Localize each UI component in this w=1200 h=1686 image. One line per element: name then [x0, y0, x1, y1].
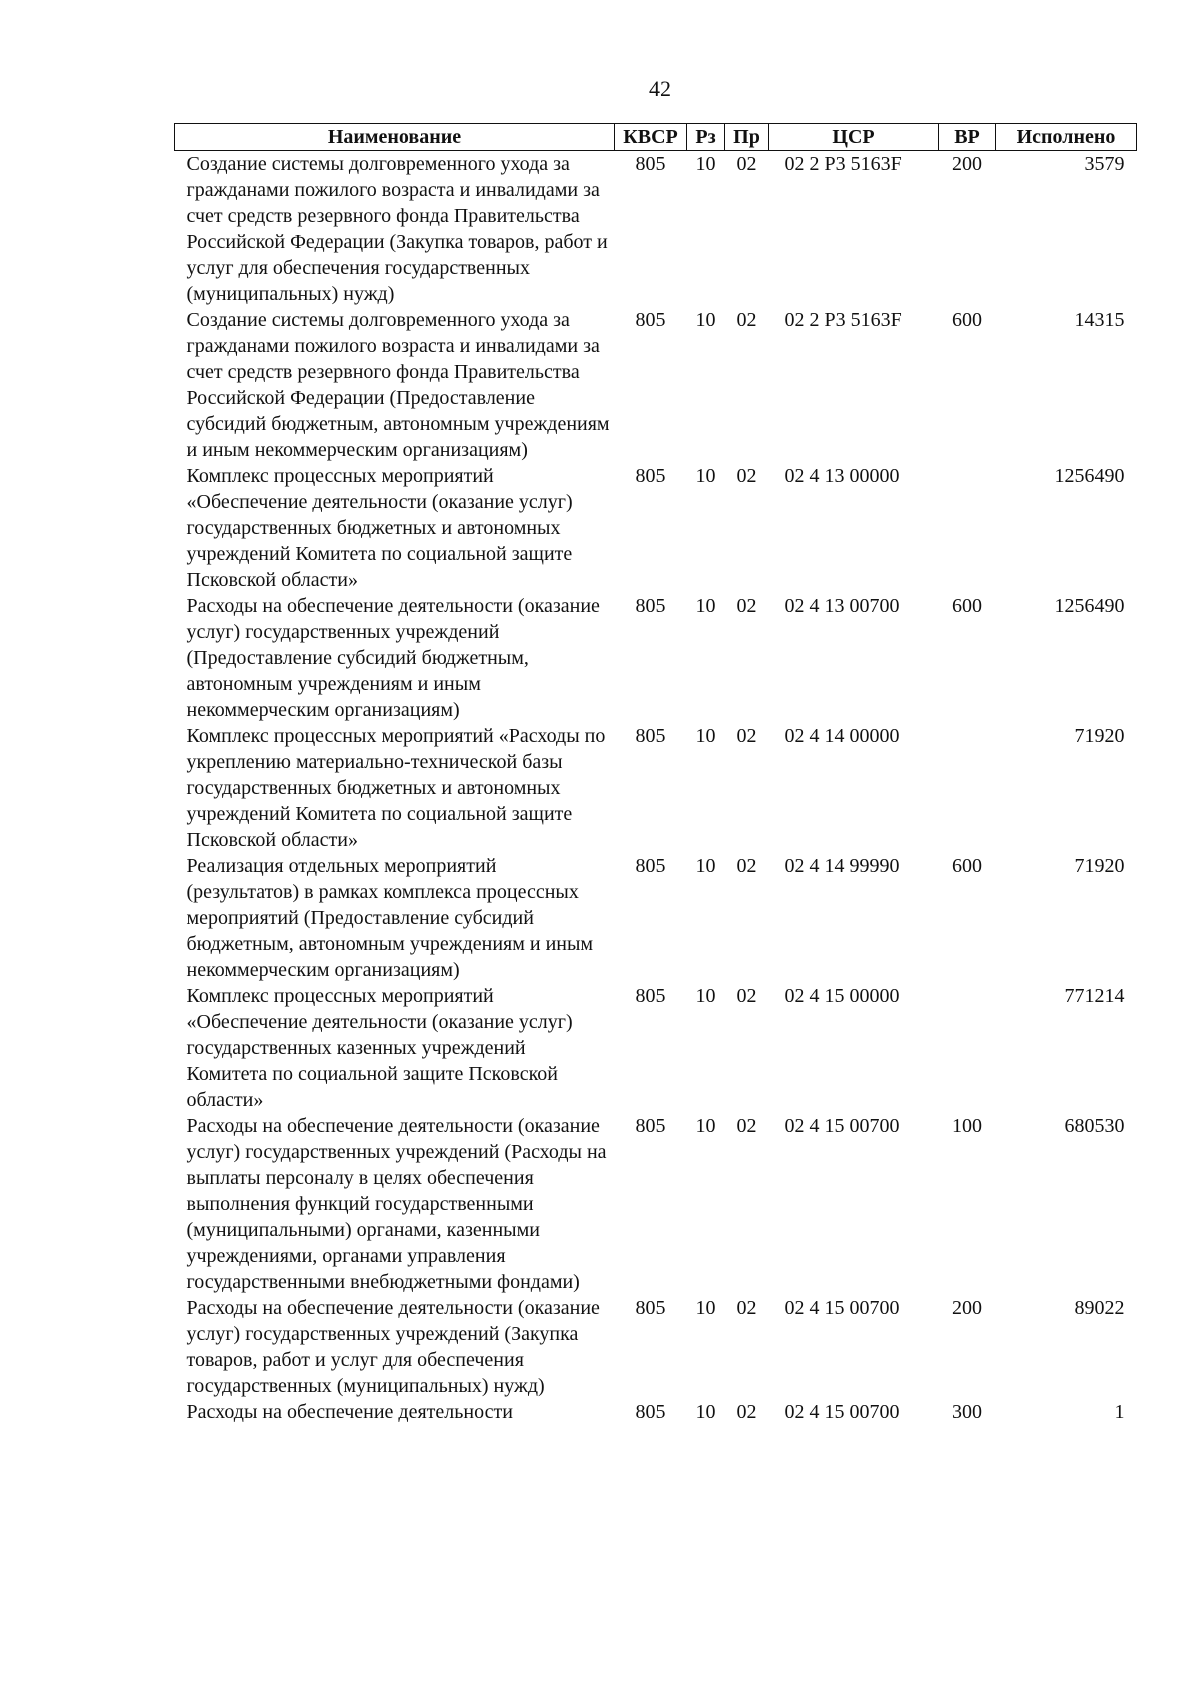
cell-csr: 02 4 15 00000	[784, 985, 900, 1007]
cell-rz: 10	[695, 595, 716, 617]
cell-vr: 300	[952, 1401, 982, 1423]
header-executed: Исполнено	[996, 124, 1137, 151]
cell-csr: 02 4 13 00000	[784, 465, 900, 487]
cell-executed: 680530	[1064, 1115, 1125, 1137]
cell-name: Комплекс процессных мероприятий «Расходы по укреплению материально-технической базы государственных бюджетных и автономных учреждений Комитета по социальной защите Псковской области»	[186, 725, 606, 851]
cell-rz: 10	[695, 985, 716, 1007]
cell-rz: 10	[695, 309, 716, 331]
header-row	[175, 124, 1137, 151]
table-row	[175, 463, 1137, 593]
table-row	[175, 307, 1137, 463]
table-body	[175, 151, 1137, 1426]
cell-vr: 600	[952, 595, 982, 617]
cell-csr: 02 4 15 00700	[784, 1401, 900, 1423]
cell-executed: 14315	[1074, 309, 1125, 331]
table-row	[175, 1295, 1137, 1399]
table-row	[175, 853, 1137, 983]
page-number: 42	[649, 76, 671, 101]
cell-rz: 10	[695, 855, 716, 877]
cell-name: Расходы на обеспечение деятельности (оказание услуг) государственных учреждений (Закупка товаров, работ и услуг для обеспечения государственных (муниципальных) нужд)	[186, 1297, 600, 1397]
cell-kvsr: 805	[635, 985, 666, 1007]
cell-csr: 02 2 Р3 5163F	[784, 309, 902, 331]
cell-vr: 200	[952, 1297, 982, 1319]
cell-name: Расходы на обеспечение деятельности (оказание услуг) государственных учреждений (Расходы на выплаты персоналу в целях обеспечения выполнения функций государственными (муниципальными) органами, казенными учреждениями, органами управления государственными внебюджетными фондами)	[186, 1115, 607, 1293]
cell-name: Создание системы долговременного ухода за гражданами пожилого возраста и инвалидами за счет средств резервного фонда Правительства Российской Федерации (Закупка товаров, работ и услуг для обеспечения государственных (муниципальных) нужд)	[186, 153, 608, 305]
cell-executed: 1	[1114, 1401, 1125, 1423]
cell-rz: 10	[695, 1115, 716, 1137]
cell-executed: 1256490	[1054, 465, 1125, 487]
cell-vr: 100	[952, 1115, 982, 1137]
cell-rz: 10	[695, 1401, 716, 1423]
cell-kvsr: 805	[635, 465, 666, 487]
cell-csr: 02 4 14 99990	[784, 855, 900, 877]
header-name: Наименование	[175, 124, 615, 151]
table-row	[175, 593, 1137, 723]
cell-kvsr: 805	[635, 595, 666, 617]
cell-csr: 02 4 15 00700	[784, 1115, 900, 1137]
cell-rz: 10	[695, 153, 716, 175]
cell-executed: 1256490	[1054, 595, 1125, 617]
cell-kvsr: 805	[635, 855, 666, 877]
cell-name: Комплекс процессных мероприятий «Обеспечение деятельности (оказание услуг) государственных бюджетных и автономных учреждений Комитета по социальной защите Псковской области»	[186, 465, 573, 591]
cell-name: Создание системы долговременного ухода за гражданами пожилого возраста и инвалидами за счет средств резервного фонда Правительства Российской Федерации (Предоставление субсидий бюджетным, автономным учреждениям и иным некоммерческим организациям)	[186, 309, 610, 461]
cell-kvsr: 805	[635, 1115, 666, 1137]
cell-rz: 10	[695, 725, 716, 747]
cell-vr	[939, 723, 996, 853]
cell-rz: 10	[695, 1297, 716, 1319]
cell-kvsr: 805	[635, 153, 666, 175]
cell-pr: 02	[736, 309, 757, 331]
cell-executed: 771214	[1064, 985, 1125, 1007]
cell-pr: 02	[736, 1297, 757, 1319]
header-csr: ЦСР	[769, 124, 939, 151]
table-row	[175, 151, 1137, 308]
table-row	[175, 983, 1137, 1113]
cell-rz: 10	[695, 465, 716, 487]
cell-pr: 02	[736, 595, 757, 617]
cell-executed: 3579	[1084, 153, 1125, 175]
cell-name: Расходы на обеспечение деятельности (оказание услуг) государственных учреждений (Предоставление субсидий бюджетным, автономным учреждениям и иным некоммерческим организациям)	[186, 595, 600, 721]
cell-executed: 71920	[1074, 725, 1125, 747]
cell-executed: 71920	[1074, 855, 1125, 877]
cell-executed: 89022	[1074, 1297, 1125, 1319]
cell-vr: 600	[952, 855, 982, 877]
cell-csr: 02 4 14 00000	[784, 725, 900, 747]
cell-pr: 02	[736, 465, 757, 487]
table-header	[175, 124, 1137, 151]
cell-csr: 02 4 15 00700	[784, 1297, 900, 1319]
cell-pr: 02	[736, 855, 757, 877]
cell-pr: 02	[736, 1401, 757, 1423]
cell-name: Расходы на обеспечение деятельности	[186, 1401, 513, 1423]
cell-vr	[939, 463, 996, 593]
cell-csr: 02 4 13 00700	[784, 595, 900, 617]
header-rz: Рз	[687, 124, 725, 151]
table-row	[175, 723, 1137, 853]
header-kvsr: КВСР	[615, 124, 687, 151]
cell-name: Реализация отдельных мероприятий (результатов) в рамках комплекса процессных мероприятий (Предоставление субсидий бюджетным, автономным учреждениям и иным некоммерческим организациям)	[186, 855, 594, 981]
cell-name: Комплекс процессных мероприятий «Обеспечение деятельности (оказание услуг) государственных казенных учреждений Комитета по социальной защите Псковской области»	[186, 985, 573, 1111]
budget-table	[174, 123, 1137, 1425]
cell-vr	[939, 983, 996, 1113]
cell-csr: 02 2 Р3 5163F	[784, 153, 902, 175]
cell-kvsr: 805	[635, 1297, 666, 1319]
cell-pr: 02	[736, 1115, 757, 1137]
header-pr: Пр	[725, 124, 769, 151]
cell-vr: 200	[952, 153, 982, 175]
table-row	[175, 1399, 1137, 1425]
cell-vr: 600	[952, 309, 982, 331]
cell-kvsr: 805	[635, 309, 666, 331]
cell-pr: 02	[736, 985, 757, 1007]
cell-kvsr: 805	[635, 725, 666, 747]
table-row	[175, 1113, 1137, 1295]
cell-kvsr: 805	[635, 1401, 666, 1423]
header-vr: ВР	[939, 124, 996, 151]
cell-pr: 02	[736, 725, 757, 747]
cell-pr: 02	[736, 153, 757, 175]
